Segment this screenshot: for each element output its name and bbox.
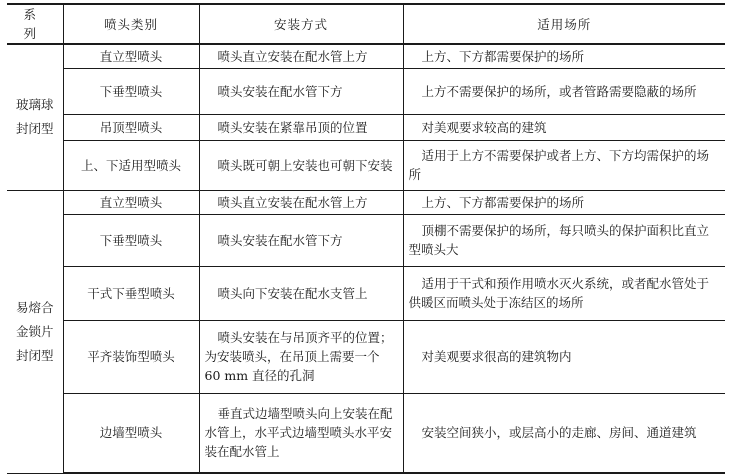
cell-use: 适用于干式和预作用喷水灭火系统，或者配水管处于供暖区而喷头处于冻结区的场所 xyxy=(403,266,725,320)
series-line: 玻璃球 xyxy=(15,97,54,113)
table-row xyxy=(7,320,725,393)
header-row xyxy=(7,4,725,44)
cell-use: 适用于上方不需要保护或者上方、下方均需保护的场所 xyxy=(403,140,725,190)
table-row xyxy=(7,114,725,140)
table-row xyxy=(7,190,725,214)
table-row xyxy=(7,140,725,190)
table-row xyxy=(7,393,725,473)
series-line: 封闭型 xyxy=(15,121,54,137)
cell-type: 平齐装饰型喷头 xyxy=(63,320,199,393)
cell-install: 喷头安装在与吊顶齐平的位置；为安装喷头，在吊顶上需要一个 60 mm 直径的孔洞 xyxy=(199,320,403,393)
cell-install: 喷头安装在配水管下方 xyxy=(199,68,403,114)
cell-type: 直立型喷头 xyxy=(63,190,199,214)
cell-install: 喷头安装在配水管下方 xyxy=(199,214,403,266)
cell-use: 顶棚不需要保护的场所，每只喷头的保护面积比直立型喷头大 xyxy=(403,214,725,266)
cell-install: 喷头向下安装在配水支管上 xyxy=(199,266,403,320)
sprinkler-table xyxy=(7,3,725,474)
header-use: 适用场所 xyxy=(403,4,725,44)
cell-type: 上、下适用型喷头 xyxy=(63,140,199,190)
header-series: 系 列 xyxy=(7,4,63,44)
cell-install: 喷头直立安装在配水管上方 xyxy=(199,44,403,68)
cell-use: 安装空间狭小，或层高小的走廊、房间、通道建筑 xyxy=(403,393,725,473)
cell-use: 上方不需要保护的场所，或者管路需要隐蔽的场所 xyxy=(403,68,725,114)
cell-use: 上方、下方都需要保护的场所 xyxy=(403,44,725,68)
cell-install: 喷头既可朝上安装也可朝下安装 xyxy=(199,140,403,190)
header-install: 安装方式 xyxy=(199,4,403,44)
cell-type: 干式下垂型喷头 xyxy=(63,266,199,320)
table-row xyxy=(7,266,725,320)
cell-install: 喷头安装在紧靠吊顶的位置 xyxy=(199,114,403,140)
series-glass-bulb xyxy=(7,44,63,190)
series-line: 金锁片 xyxy=(15,323,54,339)
cell-use: 对美观要求较高的建筑 xyxy=(403,114,725,140)
series-fusible-alloy xyxy=(7,190,63,473)
series-line: 封闭型 xyxy=(15,347,54,363)
cell-install: 喷头直立安装在配水管上方 xyxy=(199,190,403,214)
cell-install: 垂直式边墙型喷头向上安装在配水管上，水平式边墙型喷头水平安装在配水管上 xyxy=(199,393,403,473)
table-row xyxy=(7,214,725,266)
table-row xyxy=(7,44,725,68)
cell-use: 对美观要求很高的建筑物内 xyxy=(403,320,725,393)
cell-type: 边墙型喷头 xyxy=(63,393,199,473)
cell-type: 直立型喷头 xyxy=(63,44,199,68)
table-row xyxy=(7,68,725,114)
cell-use: 上方、下方都需要保护的场所 xyxy=(403,190,725,214)
cell-type: 吊顶型喷头 xyxy=(63,114,199,140)
series-line: 易熔合 xyxy=(15,299,54,315)
cell-type: 下垂型喷头 xyxy=(63,214,199,266)
cell-type: 下垂型喷头 xyxy=(63,68,199,114)
header-type: 喷头类别 xyxy=(63,4,199,44)
